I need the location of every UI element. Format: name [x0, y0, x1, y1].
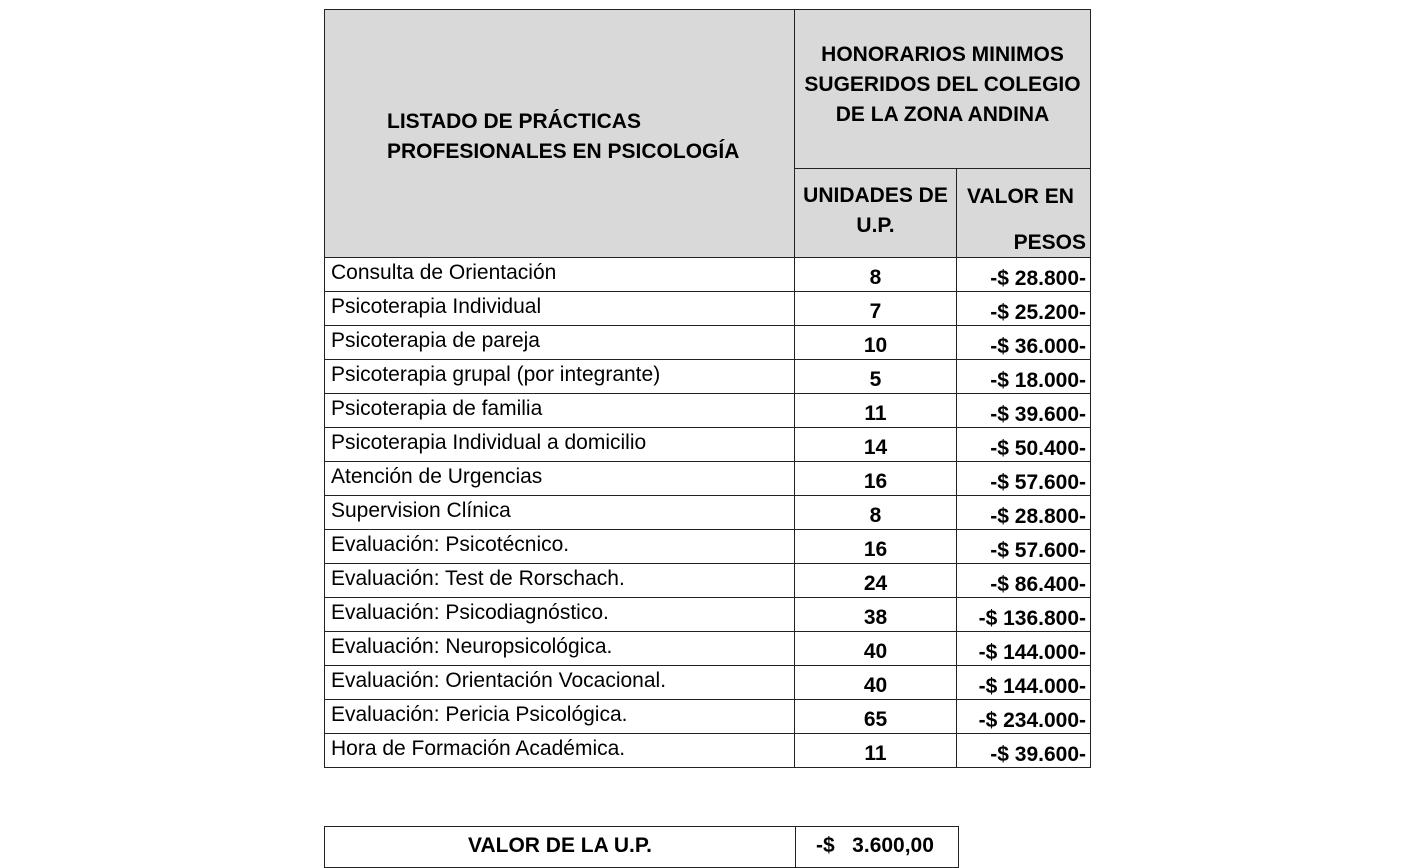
practice-value: -$ 234.000-	[957, 700, 1091, 734]
fees-group-line-3: DE LA ZONA ANDINA	[835, 103, 1050, 126]
practice-units: 24	[795, 564, 957, 598]
practice-value: -$ 39.600-	[957, 734, 1091, 768]
value-column-header	[957, 168, 1091, 257]
practice-name: Psicoterapia de familia	[325, 394, 795, 428]
practice-name: Supervision Clínica	[325, 496, 795, 530]
practice-value: -$ 36.000-	[957, 326, 1091, 360]
practice-units: 11	[795, 734, 957, 768]
table-row	[325, 734, 1091, 768]
practice-name: Evaluación: Psicodiagnóstico.	[325, 598, 795, 632]
practice-value: -$ 25.200-	[957, 292, 1091, 326]
practice-units: 7	[795, 292, 957, 326]
units-header-line-2: U.P.	[856, 213, 895, 237]
header-row-1	[325, 10, 1091, 169]
value-header-line-2: PESOS	[1013, 230, 1086, 254]
practice-name: Evaluación: Orientación Vocacional.	[325, 666, 795, 700]
practice-units: 14	[795, 428, 957, 462]
practice-units: 8	[795, 258, 957, 292]
table-row	[325, 360, 1091, 394]
up-value-label: VALOR DE LA U.P.	[325, 827, 796, 868]
fees-sheet	[324, 9, 1090, 768]
table-row	[325, 700, 1091, 734]
practice-name: Consulta de Orientación	[325, 258, 795, 292]
practice-value: -$ 28.800-	[957, 258, 1091, 292]
practice-value: -$ 86.400-	[957, 564, 1091, 598]
practice-units: 38	[795, 598, 957, 632]
table-row	[325, 428, 1091, 462]
practice-value: -$ 28.800-	[957, 496, 1091, 530]
practice-units: 8	[795, 496, 957, 530]
up-value-table	[324, 826, 959, 868]
practice-value: -$ 144.000-	[957, 666, 1091, 700]
table-row	[325, 258, 1091, 292]
up-value-row	[325, 827, 959, 868]
practice-name: Psicoterapia grupal (por integrante)	[325, 360, 795, 394]
table-row	[325, 632, 1091, 666]
practice-units: 65	[795, 700, 957, 734]
table-row	[325, 292, 1091, 326]
table-row	[325, 462, 1091, 496]
practice-value: -$ 39.600-	[957, 394, 1091, 428]
table-row	[325, 496, 1091, 530]
practice-name: Atención de Urgencias	[325, 462, 795, 496]
practice-units: 40	[795, 632, 957, 666]
practice-name: Psicoterapia Individual a domicilio	[325, 428, 795, 462]
practice-name: Evaluación: Pericia Psicológica.	[325, 700, 795, 734]
practice-name: Evaluación: Psicotécnico.	[325, 530, 795, 564]
up-value-amount: -$ 3.600,00	[796, 827, 959, 868]
practice-units: 40	[795, 666, 957, 700]
practice-units: 5	[795, 360, 957, 394]
table-row	[325, 564, 1091, 598]
practice-value: -$ 144.000-	[957, 632, 1091, 666]
practices-header-line-2: PROFESIONALES EN PSICOLOGÍA	[387, 139, 740, 163]
practice-value: -$ 136.800-	[957, 598, 1091, 632]
practice-units: 16	[795, 530, 957, 564]
practice-name: Psicoterapia Individual	[325, 292, 795, 326]
fees-table	[324, 9, 1091, 768]
practice-units: 11	[795, 394, 957, 428]
practice-units: 16	[795, 462, 957, 496]
fees-group-line-1: HONORARIOS MINIMOS	[821, 43, 1064, 66]
practice-value: -$ 57.600-	[957, 530, 1091, 564]
table-row	[325, 394, 1091, 428]
practice-name: Hora de Formación Académica.	[325, 734, 795, 768]
practice-name: Evaluación: Test de Rorschach.	[325, 564, 795, 598]
fees-group-header	[795, 10, 1091, 169]
units-header-line-1: UNIDADES DE	[803, 183, 948, 207]
practices-column-header	[325, 10, 795, 258]
practices-header-line-1: LISTADO DE PRÁCTICAS	[387, 109, 641, 133]
practice-name: Evaluación: Neuropsicológica.	[325, 632, 795, 666]
fees-group-line-2: SUGERIDOS DEL COLEGIO	[804, 73, 1081, 96]
table-row	[325, 530, 1091, 564]
table-row	[325, 666, 1091, 700]
units-column-header	[795, 168, 957, 257]
practice-units: 10	[795, 326, 957, 360]
table-row	[325, 598, 1091, 632]
value-header-line-1: VALOR EN	[967, 184, 1074, 208]
practice-value: -$ 18.000-	[957, 360, 1091, 394]
practice-value: -$ 57.600-	[957, 462, 1091, 496]
practice-name: Psicoterapia de pareja	[325, 326, 795, 360]
table-row	[325, 326, 1091, 360]
practice-value: -$ 50.400-	[957, 428, 1091, 462]
